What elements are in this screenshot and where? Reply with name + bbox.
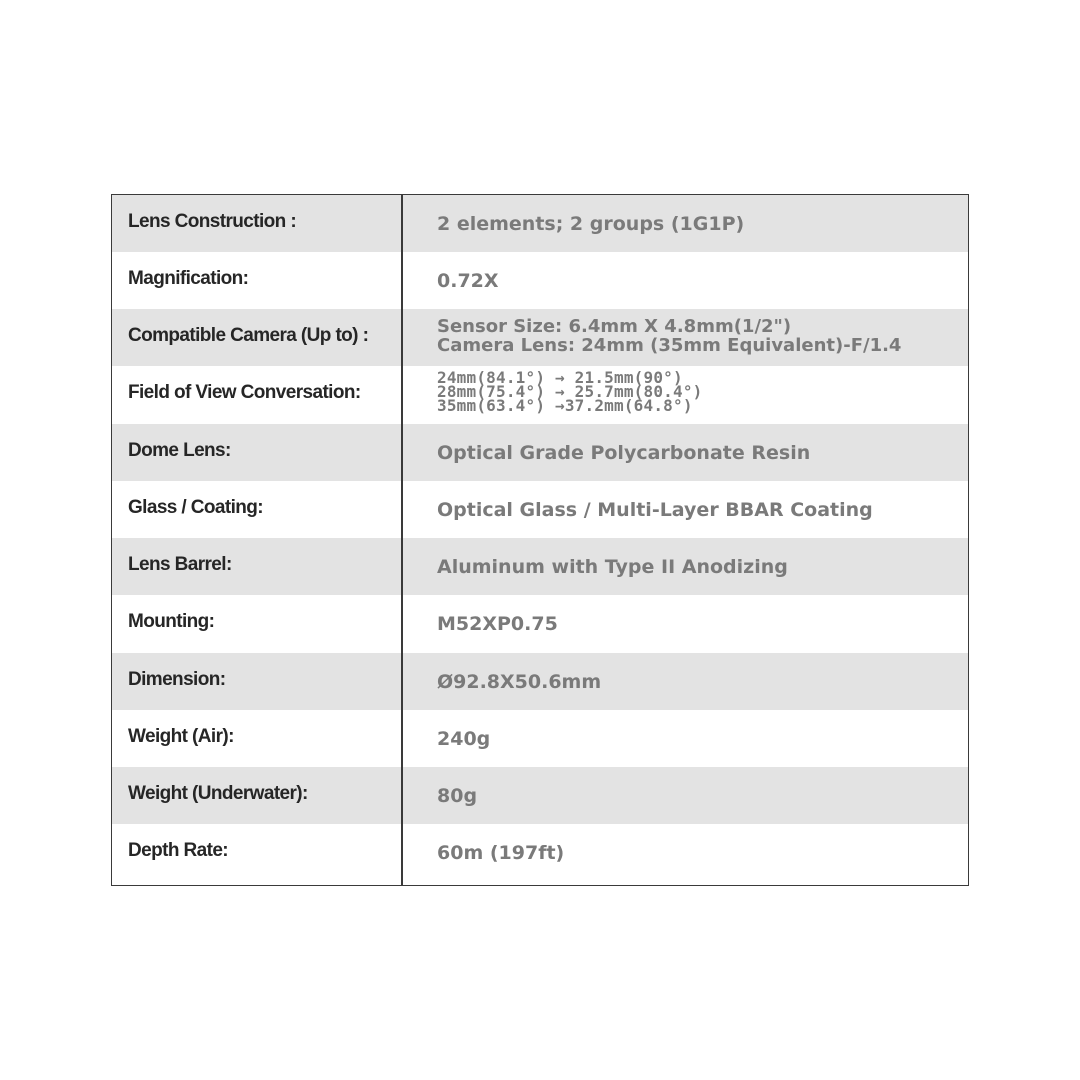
spec-label: Dome Lens:	[112, 424, 401, 481]
spec-row-glass-coating	[112, 481, 968, 538]
spec-label: Dimension:	[112, 653, 401, 710]
spec-label: Magnification:	[128, 267, 249, 289]
spec-row-weight-underwater	[112, 767, 968, 824]
spec-label: Compatible Camera (Up to) :	[112, 309, 401, 366]
spec-row-compatible-camera	[112, 309, 968, 366]
spec-value-line: 24mm(84.1°) → 21.5mm(90°)	[437, 367, 683, 387]
spec-row-lens-barrel	[112, 538, 968, 595]
spec-value-line: 240g	[437, 727, 491, 750]
spec-label: Weight (Underwater):	[112, 767, 401, 824]
spec-value-line: Optical Grade Polycarbonate Resin	[437, 441, 811, 464]
spec-label: Lens Construction :	[112, 195, 401, 252]
spec-row-weight-air	[112, 710, 968, 767]
spec-value-line: 60m (197ft)	[437, 841, 565, 864]
spec-value-line: Aluminum with Type II Anodizing	[437, 555, 788, 578]
spec-value	[403, 710, 968, 767]
spec-label: Mounting:	[128, 610, 215, 632]
spec-row-field-of-view	[112, 366, 968, 423]
spec-value	[403, 195, 968, 252]
spec-row-lens-construction	[112, 195, 968, 252]
spec-value-line: 28mm(75.4°) → 25.7mm(80.4°)	[437, 381, 703, 401]
spec-value	[403, 309, 968, 366]
spec-value	[403, 366, 968, 423]
spec-value-line: Sensor Size: 6.4mm X 4.8mm(1/2")	[437, 315, 792, 337]
spec-row-magnification	[112, 252, 968, 309]
spec-value	[403, 424, 968, 481]
spec-value	[403, 767, 968, 824]
spec-value	[403, 595, 968, 652]
spec-value	[403, 538, 968, 595]
spec-table	[111, 194, 969, 886]
spec-value	[403, 824, 968, 881]
spec-value-line: Optical Glass / Multi-Layer BBAR Coating	[437, 498, 873, 521]
spec-label: Lens Barrel:	[112, 538, 401, 595]
spec-value-line: Camera Lens: 24mm (35mm Equivalent)-F/1.4	[437, 334, 902, 356]
spec-label: Field of View Conversation:	[128, 381, 361, 403]
spec-row-dome-lens	[112, 424, 968, 481]
spec-row-mounting	[112, 595, 968, 652]
spec-row-depth-rate	[112, 824, 968, 881]
spec-value	[403, 252, 968, 309]
spec-value-line: M52XP0.75	[437, 612, 558, 635]
spec-value-line: Ø92.8X50.6mm	[437, 670, 602, 693]
spec-label: Glass / Coating:	[128, 496, 264, 518]
spec-value-line: 2 elements; 2 groups (1G1P)	[437, 212, 745, 235]
spec-row-dimension	[112, 653, 968, 710]
spec-label: Weight (Air):	[128, 725, 234, 747]
spec-value-line: 35mm(63.4°) →37.2mm(64.8°)	[437, 395, 693, 415]
spec-value	[403, 481, 968, 538]
spec-value	[403, 653, 968, 710]
column-divider	[401, 195, 403, 885]
spec-value-line: 80g	[437, 784, 478, 807]
spec-label: Depth Rate:	[128, 839, 229, 861]
spec-value-line: 0.72X	[437, 269, 499, 292]
